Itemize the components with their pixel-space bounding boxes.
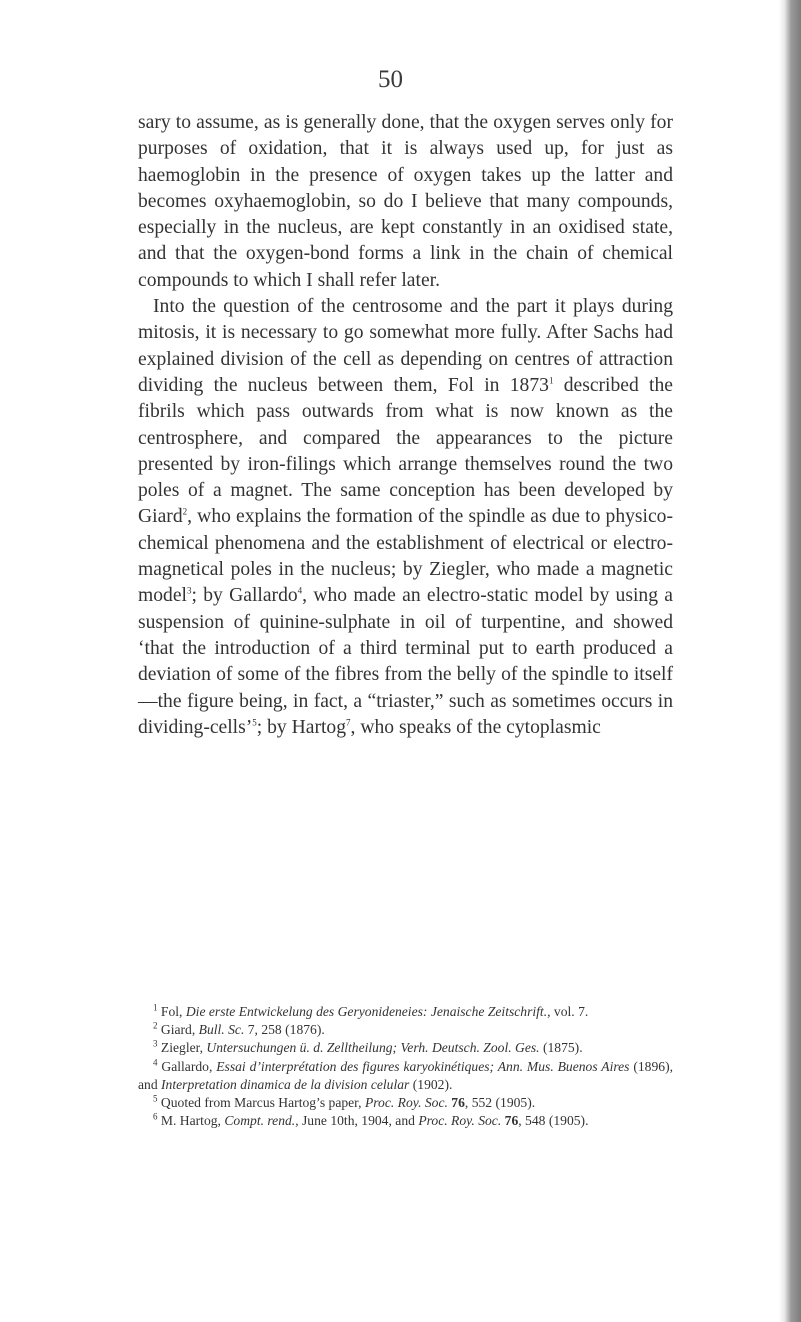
footnote-details: (1896), and (138, 1058, 673, 1092)
footnote-6 (138, 1112, 673, 1130)
footnote-details: , vol. 7. (547, 1004, 589, 1019)
footnotes (138, 1003, 673, 1130)
footnote-number: 1 (153, 1002, 158, 1013)
footnote-ref: 4 (297, 585, 303, 596)
footnote-author: Fol, (160, 1004, 186, 1019)
paragraph-2-text: ; by Hartog (256, 716, 347, 738)
footnote-number: 6 (153, 1111, 158, 1122)
paragraph-2-text: Into the question of the centrosome and the part it plays during mitosis, it is necessary to go somewhat more fully. After Sachs had explained division of the cell as depending on centres of attraction dividing the nucleus between them, Fol in 1873 (138, 296, 673, 396)
footnote-author: M. Hartog, (160, 1113, 225, 1129)
paragraph-2-text: , who speaks of the cytoplasmic (350, 716, 601, 738)
footnote-author: Quoted from Marcus Hartog’s paper, (160, 1095, 365, 1111)
paragraph-2 (138, 294, 673, 741)
footnote-number: 3 (153, 1038, 158, 1049)
footnote-number: 2 (153, 1020, 158, 1031)
footnote-2 (138, 1021, 673, 1039)
footnote-ref: 3 (186, 585, 192, 596)
footnote-details: , June 10th, 1904, and (295, 1113, 419, 1129)
footnote-details: , 548 (1905). (518, 1113, 589, 1129)
footnote-title: Bull. Sc. (198, 1022, 245, 1038)
footnote-title: Interpretation dinamica de la division celular (161, 1076, 410, 1092)
footnote-details: 7, 258 (1876). (244, 1022, 325, 1038)
paragraph-2-text: , who made an electro-static model by using a suspension of quinine-sulphate in oil of turpentine, and showed ‘that the introduction of a third terminal put to earth produced a deviation of some of the fibres from the belly of the spindle to itself—the figure being, in fact, a “triaster,” such as sometimes occurs in dividing-cells’ (138, 585, 673, 738)
page-edge-shadow (779, 0, 801, 1322)
footnote-ref: 5 (252, 717, 257, 728)
footnote-title: Compt. rend. (224, 1113, 296, 1129)
footnote-ref: 7 (346, 717, 351, 728)
footnote-details: , 552 (1905). (464, 1095, 536, 1111)
footnote-title: Die erste Entwickelung des Geryonideneies: Jenaische Zeitschrift. (185, 1004, 548, 1019)
footnote-title: Essai d’interprétation des figures karyokinétiques; Ann. Mus. Buenos Aires (216, 1058, 630, 1074)
footnote-number: 5 (153, 1093, 158, 1104)
footnote-number: 4 (153, 1057, 158, 1068)
paragraph-2-text: , who explains the formation of the spindle as due to physico-chemical phenomena and the establishment of electrical or electro-magnetical poles in the nucleus; by Ziegler, who made a magnetic model (138, 506, 673, 607)
footnote-author: Ziegler, (160, 1040, 207, 1056)
footnote-ref: 2 (182, 506, 188, 517)
footnote-5 (138, 1094, 673, 1112)
footnote-title: Proc. Roy. Soc. (418, 1113, 502, 1129)
footnote-title: Untersuchungen ü. d. Zelltheilung; Verh. Deutsch. Zool. Ges. (206, 1040, 540, 1056)
footnote-volume: 76 (501, 1113, 519, 1129)
body-text (138, 110, 673, 741)
footnote-ref: 1 (548, 375, 554, 386)
footnote-3 (138, 1039, 673, 1057)
footnote-volume: 76 (447, 1095, 465, 1111)
footnote-details: (1902). (409, 1076, 453, 1092)
paragraph-2-text: described the fibrils which pass outwards from what is now known as the centrosphere, and compared the appearances to the picture presented by iron-filings which arrange themselves round the two poles of a magnet. The same conception has been developed by Giard (138, 374, 673, 528)
footnote-author: Giard, (160, 1022, 199, 1038)
footnote-author: Gallardo, (161, 1058, 217, 1074)
paragraph-1: sary to assume, as is generally done, that the oxygen serves only for purposes of oxidation, that it is always used up, for just as haemoglobin in the presence of oxygen takes up the latter and becomes oxyhaemoglobin, so do I believe that many compounds, especially in the nucleus, are kept constantly in an oxidised state, and that the oxygen-bond forms a link in the chain of chemical compounds to which I shall refer later. (138, 112, 673, 291)
paragraph-2-text: ; by Gallardo (191, 585, 298, 607)
page-number: 50 (378, 66, 403, 93)
footnote-4 (138, 1058, 673, 1094)
footnote-title: Proc. Roy. Soc. (364, 1095, 448, 1111)
footnote-details: (1875). (539, 1040, 583, 1056)
footnote-1 (138, 1003, 673, 1021)
